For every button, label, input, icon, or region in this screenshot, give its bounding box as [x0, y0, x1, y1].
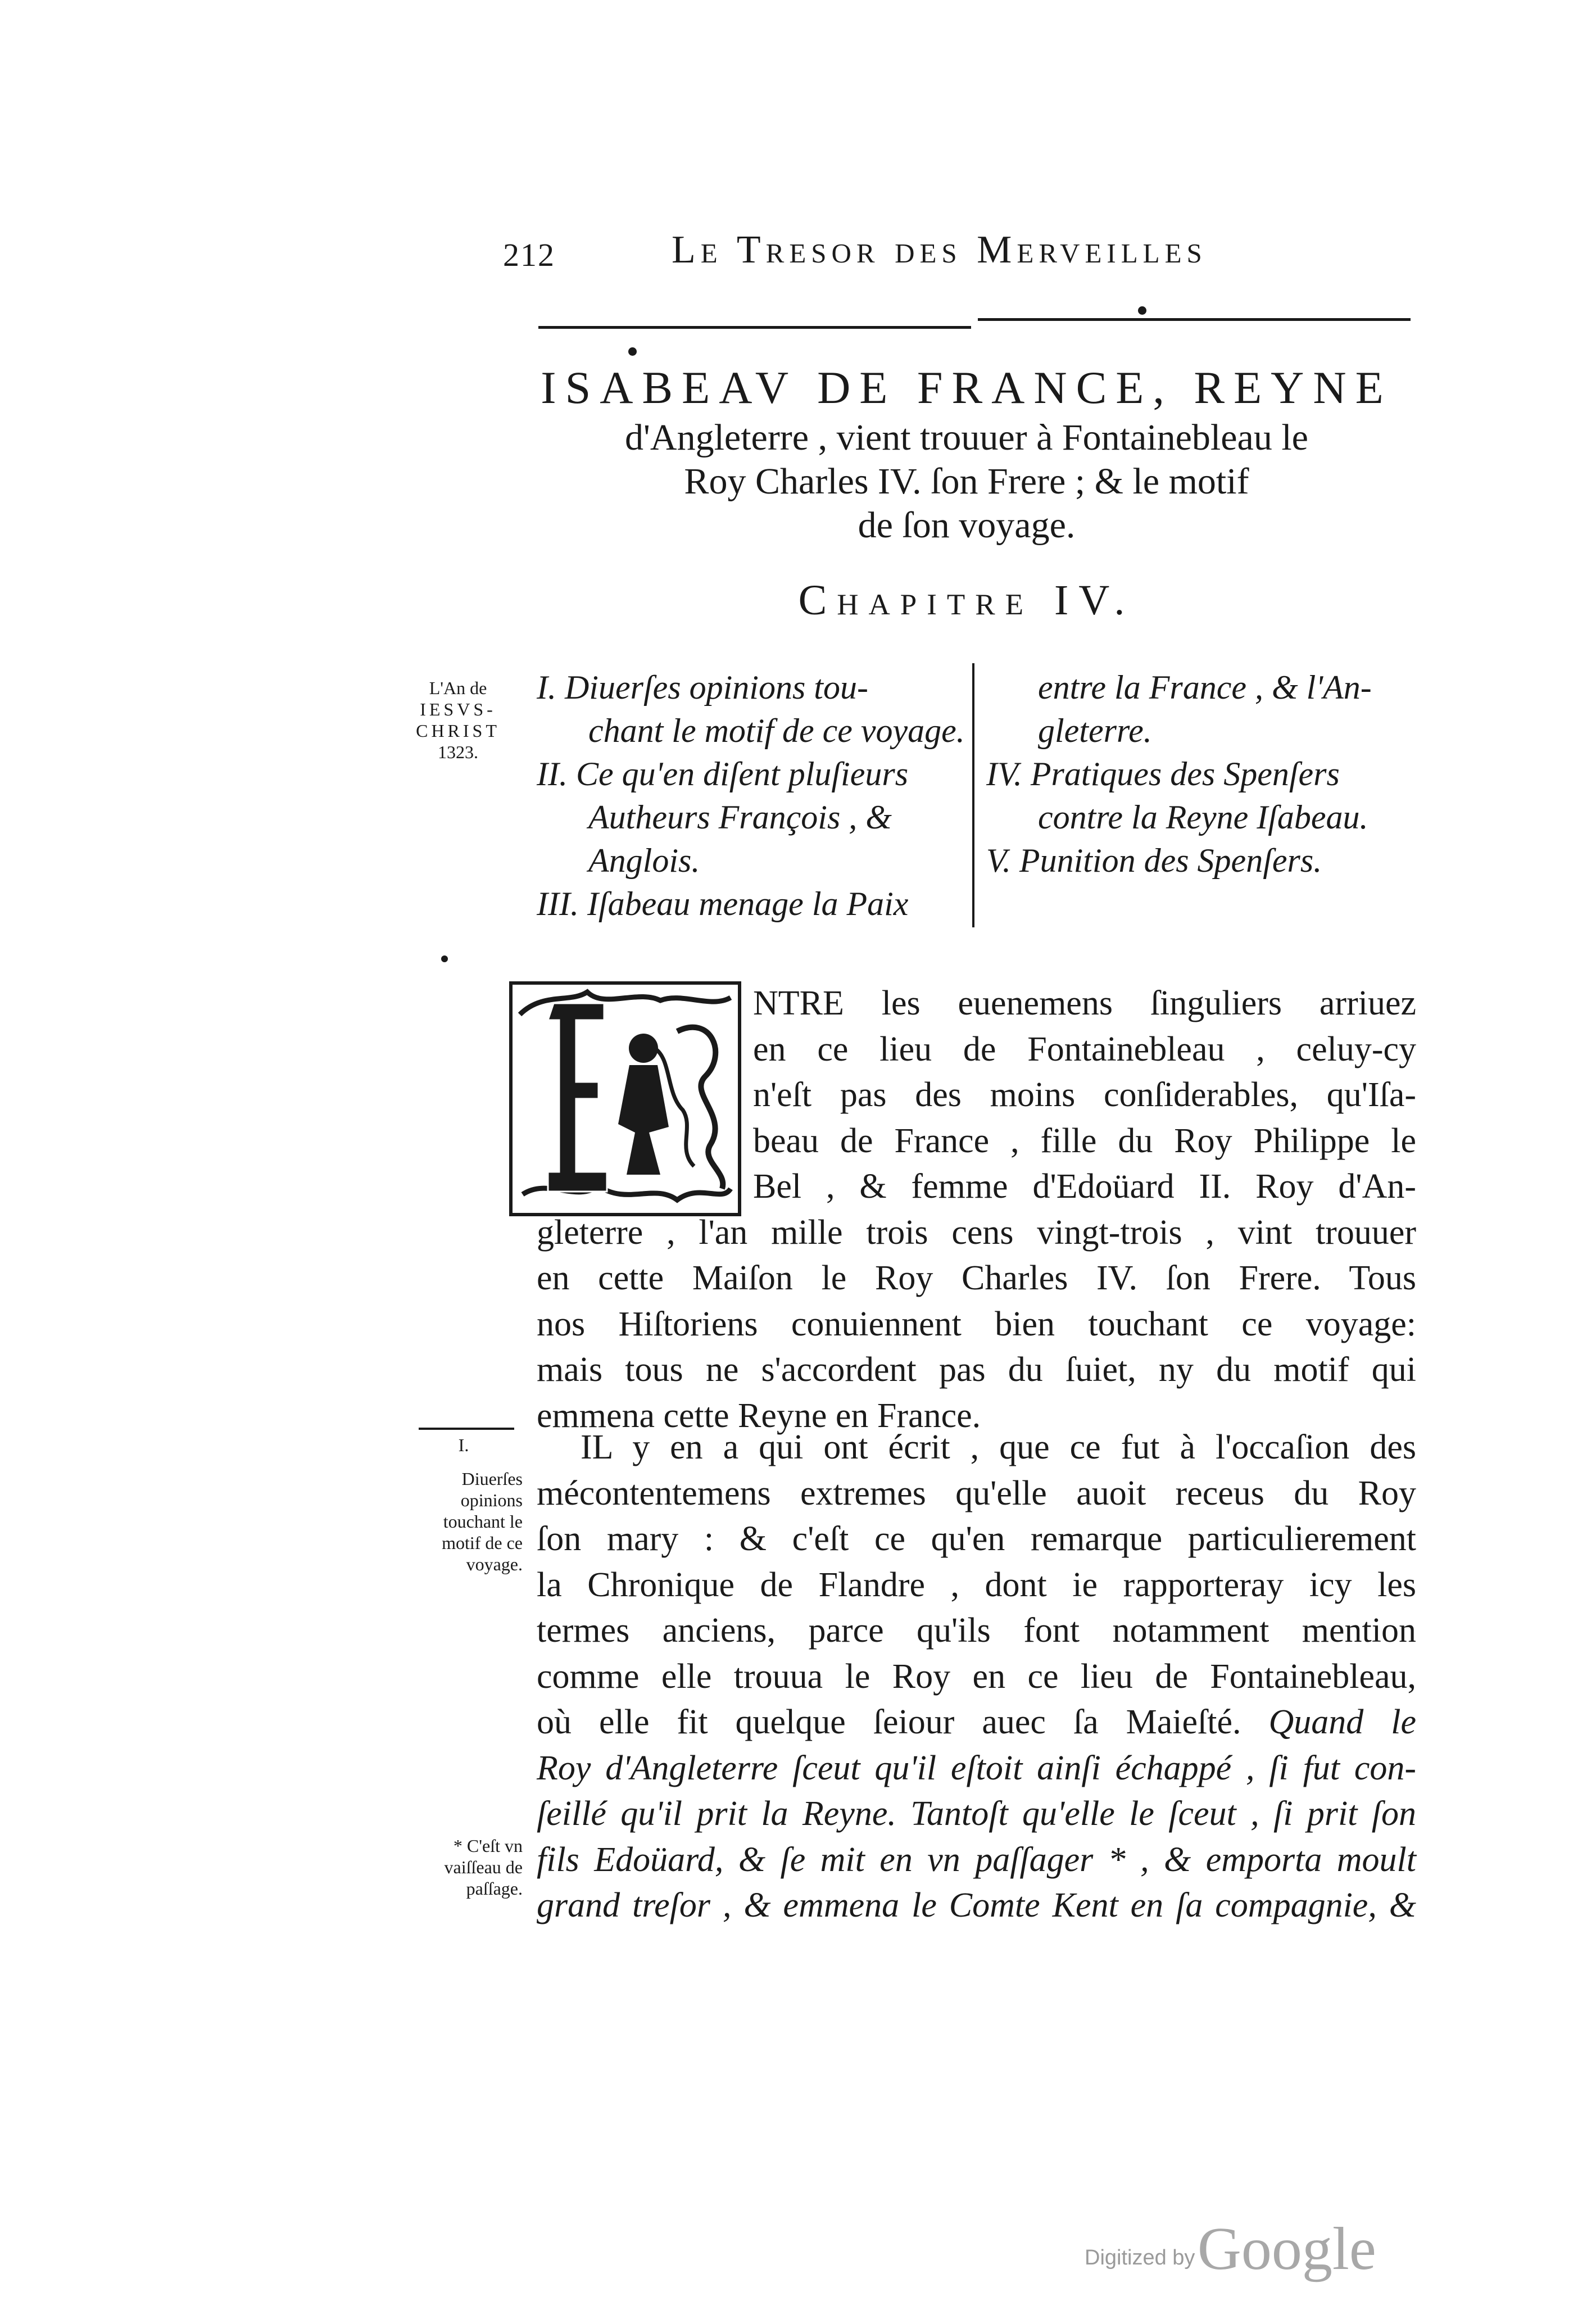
margin-note-rule: [419, 1428, 514, 1430]
ornament-dot: [441, 955, 448, 962]
body-paragraph-1: [537, 981, 1416, 1439]
body-line: termes anciens, parce qu'ils font notamment mention: [537, 1611, 1416, 1650]
chapter-label: Chapitre IV.: [798, 577, 1135, 624]
digitized-watermark: [1085, 2214, 1376, 2284]
chapter-title-line: Roy Charles IV. ſon Frere ; & le motif: [684, 461, 1249, 502]
summary-item: entre la France , & l'An-: [1038, 669, 1372, 706]
body-line: mécontentemens extremes qu'elle auoit receus du Roy: [537, 1474, 1416, 1512]
summary-item: III. Iſabeau menage la Paix: [537, 885, 909, 922]
body-line: nos Hiſtoriens conuiennent bien touchant ce voyage:: [537, 1305, 1416, 1343]
chapter-heading: [528, 360, 1405, 547]
body-line: Roy d'Angleterre ſceut qu'il eſtoit ainſi échappé , ſi fut con-: [537, 1749, 1416, 1787]
ornament-dot: [1138, 306, 1146, 315]
body-line: emmena cette Reyne en France.: [537, 1396, 981, 1435]
body-line: ſeillé qu'il prit la Reyne. Tantoſt qu'elle le ſceut , ſi prit ſon: [537, 1795, 1416, 1833]
body-text-roman: où elle fit quelque ſeiour auec ſa Maieſté.: [537, 1703, 1241, 1741]
ornament-dot: [628, 347, 637, 356]
margin-note-line: L'An de: [429, 678, 487, 698]
summary-item: V. Punition des Spenſers.: [986, 842, 1322, 879]
summary-item: II. Ce qu'en diſent pluſieurs: [537, 755, 909, 792]
chapter-title-line: ISABEAV DE FRANCE, REYNE: [541, 362, 1393, 413]
summary-item: chant le motif de ce voyage.: [588, 712, 965, 749]
summary-item: Anglois.: [588, 842, 700, 879]
body-line: NTRE les euenemens ſinguliers arriuez: [753, 984, 1416, 1022]
margin-note-2: [393, 1835, 523, 1899]
chapter-summary-right: [986, 666, 1425, 882]
margin-note-line: IESVS-: [420, 699, 496, 719]
chapter-summary-left: [537, 666, 969, 926]
chapter-title-line: d'Angleterre , vient trouuer à Fontainebleau le: [625, 417, 1308, 458]
initial-letter: E: [619, 1194, 631, 1212]
header-rule-left: [538, 326, 971, 329]
margin-note-line: 1323.: [438, 742, 478, 762]
margin-note-year: [393, 677, 523, 763]
margin-note-line: paſſage.: [466, 1878, 523, 1899]
body-text-italic: Quand le: [1268, 1703, 1417, 1741]
chapter-title-line: de ſon voyage.: [858, 505, 1076, 546]
body-line: grand treſor , & emmena le Comte Kent en ſa compagnie, &: [537, 1886, 1416, 1924]
body-line: IL y en a qui ont écrit , que ce fut à l'occaſion des: [581, 1428, 1416, 1466]
body-paragraph-2: [537, 1425, 1416, 1929]
body-line: la Chronique de Flandre , dont ie rapporteray icy les: [537, 1565, 1416, 1604]
summary-item: contre la Reyne Iſabeau.: [1038, 799, 1368, 836]
body-line: [537, 1700, 1416, 1746]
body-line: Bel , & femme d'Edoüard II. Roy d'An-: [753, 1167, 1416, 1206]
body-line: en ce lieu de Fontainebleau , celuy-cy: [753, 1030, 1416, 1068]
margin-note-line: CHRIST: [416, 721, 500, 741]
body-line: ſon mary : & c'eſt ce qu'en remarque particulierement: [537, 1520, 1416, 1558]
body-line: beau de France , fille du Roy Philippe le: [753, 1121, 1416, 1160]
body-line: mais tous ne s'accordent pas du ſuiet, ny du motif qui: [537, 1351, 1416, 1389]
summary-item: IV. Pratiques des Spenſers: [986, 755, 1340, 792]
body-line: en cette Maiſon le Roy Charles IV. ſon Frere. Tous: [537, 1259, 1416, 1297]
digitized-by-label: Digitized by: [1085, 2246, 1195, 2270]
body-line: gleterre , l'an mille trois cens vingt-trois , vint trouuer: [537, 1213, 1416, 1252]
margin-note-line: * C'eſt vn: [453, 1836, 523, 1856]
margin-note-line: vaiſſeau de: [444, 1857, 523, 1877]
running-title: Le Tresor des Merveilles: [672, 228, 1207, 271]
margin-note-line: motif de ce: [442, 1533, 523, 1553]
body-line: n'eſt pas des moins conſiderables, qu'Iſa-: [753, 1076, 1416, 1114]
summary-item: Autheurs François , &: [588, 799, 892, 836]
margin-note-line: touchant le: [443, 1511, 523, 1532]
summary-item: gleterre.: [1038, 712, 1152, 749]
margin-note-line: voyage.: [466, 1554, 523, 1574]
google-logo: Google: [1197, 2216, 1376, 2282]
body-line: comme elle trouua le Roy en ce lieu de Fontainebleau,: [537, 1657, 1416, 1696]
body-line: fils Edoüard, & ſe mit en vn paſſager * , & emporta moult: [537, 1840, 1416, 1879]
margin-note-1: [393, 1428, 523, 1575]
page-number: 212: [503, 237, 555, 273]
margin-note-line: Diuerſes: [461, 1469, 523, 1489]
summary-item: I. Diuerſes opinions tou-: [537, 669, 868, 706]
header-rule-right: [978, 318, 1411, 321]
summary-divider: [972, 663, 974, 927]
margin-note-line: opinions: [460, 1490, 523, 1510]
margin-note-line: I.: [458, 1435, 469, 1455]
